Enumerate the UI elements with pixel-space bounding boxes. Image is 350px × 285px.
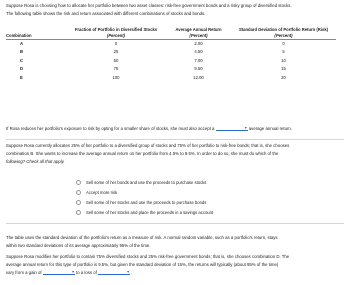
q1-text-after: average annual return. (248, 126, 293, 131)
divider (6, 223, 344, 224)
header-sd: Standard Deviation of Portfolio Return (Risk) (238, 27, 329, 32)
cell-return: 12.00 (193, 74, 204, 80)
option-label: Accept more risk (86, 190, 118, 195)
checkbox[interactable] (76, 190, 81, 195)
header-sd-unit: (Percent) (274, 32, 293, 38)
cell-return: 9.50 (194, 66, 203, 72)
cell-combo: B (20, 49, 24, 55)
divider (6, 139, 344, 140)
q3-line-2: within two standard deviations of its average approximately 95% of the time. (6, 242, 151, 248)
cell-fraction: 0 (114, 40, 118, 46)
table-row (6, 39, 336, 48)
q4-line-1: Suppose Rosa modifies her portfolio to contain 75% diversified stocks and 25% risk-free government bonds; that is, she chooses combination D. The (6, 254, 290, 259)
option-sell-stocks-buy-bonds[interactable] (76, 200, 206, 206)
cell-sd: 0 (282, 40, 285, 46)
cell-combo: E (20, 74, 23, 80)
header-fraction-unit: (Percent) (106, 32, 126, 38)
intro-paragraph-1: Suppose Rosa is choosing how to allocate her portfolio between two asset classes: risk-free government bonds and a risky group of diversified stocks. (6, 3, 292, 8)
gain-dropdown[interactable] (43, 270, 75, 275)
table-row (6, 48, 336, 57)
checkbox[interactable] (76, 200, 81, 205)
q2-line-2: combination B. She wants to increase the average annual return on her portfolio from 4.5% to 9.5%. In order to do so, she must do which of the (6, 150, 279, 156)
cell-sd: 5 (282, 49, 285, 55)
cell-sd: 10 (281, 57, 286, 63)
option-sell-stocks-savings[interactable] (76, 210, 213, 216)
option-label: Sell some of her bonds and use the proceeds to purchase stocks (86, 180, 207, 185)
question-1 (6, 126, 346, 132)
loss-dropdown[interactable] (98, 270, 130, 275)
q4-line-3: vary from a gain of ▼ to a loss of ▼ . (6, 269, 133, 275)
intro-text (6, 3, 346, 17)
question-3 (6, 235, 346, 249)
option-label: Sell some of her stocks and place the proceeds in a savings account (86, 210, 214, 215)
checkbox[interactable] (76, 180, 81, 185)
cell-combo: C (20, 57, 24, 63)
header-return-unit: (Percent) (189, 32, 208, 38)
table-row (6, 65, 336, 74)
option-sell-bonds-buy-stocks[interactable] (76, 180, 206, 186)
cell-return: 7.00 (194, 57, 203, 63)
question-4 (6, 254, 346, 275)
chevron-down-icon: ▼ (244, 126, 248, 130)
q3-line-1: The table uses the standard deviation of the portfolio's return as a measure of risk. A normal random variable, such as a portfolio's return, stays (6, 235, 278, 240)
q2-line-3: following? Check all that apply. (6, 158, 65, 164)
checkbox[interactable] (76, 210, 81, 215)
cell-combo: A (20, 40, 24, 46)
option-accept-more-risk[interactable] (76, 190, 117, 196)
header-return: Average Annual Return (175, 27, 222, 32)
q2-line-1: Suppose Rosa currently allocates 25% of her portfolio to a diversified group of stocks and 75% of her portfolio to risk-free bonds; that is, she chooses (6, 143, 290, 148)
header-combination: Combination (6, 32, 32, 38)
cell-combo: D (20, 66, 24, 72)
intro-paragraph-2: The following table shows the risk and return associated with different combinations of stocks and bonds. (6, 10, 206, 16)
cell-return: 4.50 (194, 49, 203, 55)
cell-return: 2.00 (194, 40, 203, 46)
q1-dropdown[interactable] (216, 126, 248, 131)
q4-text-gain: vary from a gain of (6, 269, 42, 275)
q1-text-before: If Rosa reduces her portfolio's exposure to risk by opting for a smaller share of stocks, she must also accept a (6, 126, 215, 131)
table-row (6, 56, 336, 65)
cell-fraction: 25 (113, 49, 119, 55)
cell-sd: 15 (281, 66, 286, 72)
chevron-down-icon: ▼ (71, 269, 75, 274)
q4-line-2: average annual return for this type of portfolio is 9.5%, but given the standard deviation of 15%, the returns will typically (about 95% of the time) (6, 261, 279, 267)
question-2 (6, 143, 346, 164)
q4-text-loss: to a loss of (76, 269, 97, 275)
cell-fraction: 75 (113, 66, 119, 72)
cell-fraction: 100 (112, 74, 120, 80)
table-row (6, 73, 336, 82)
cell-fraction: 50 (113, 57, 119, 63)
chevron-down-icon: ▼ (126, 269, 130, 274)
header-fraction: Fraction of Portfolio in Diversified Stocks (74, 27, 158, 32)
risk-return-table (6, 27, 336, 82)
cell-sd: 20 (281, 74, 286, 80)
option-label: Sell some of her stocks and use the proceeds to purchase bonds (86, 200, 207, 205)
